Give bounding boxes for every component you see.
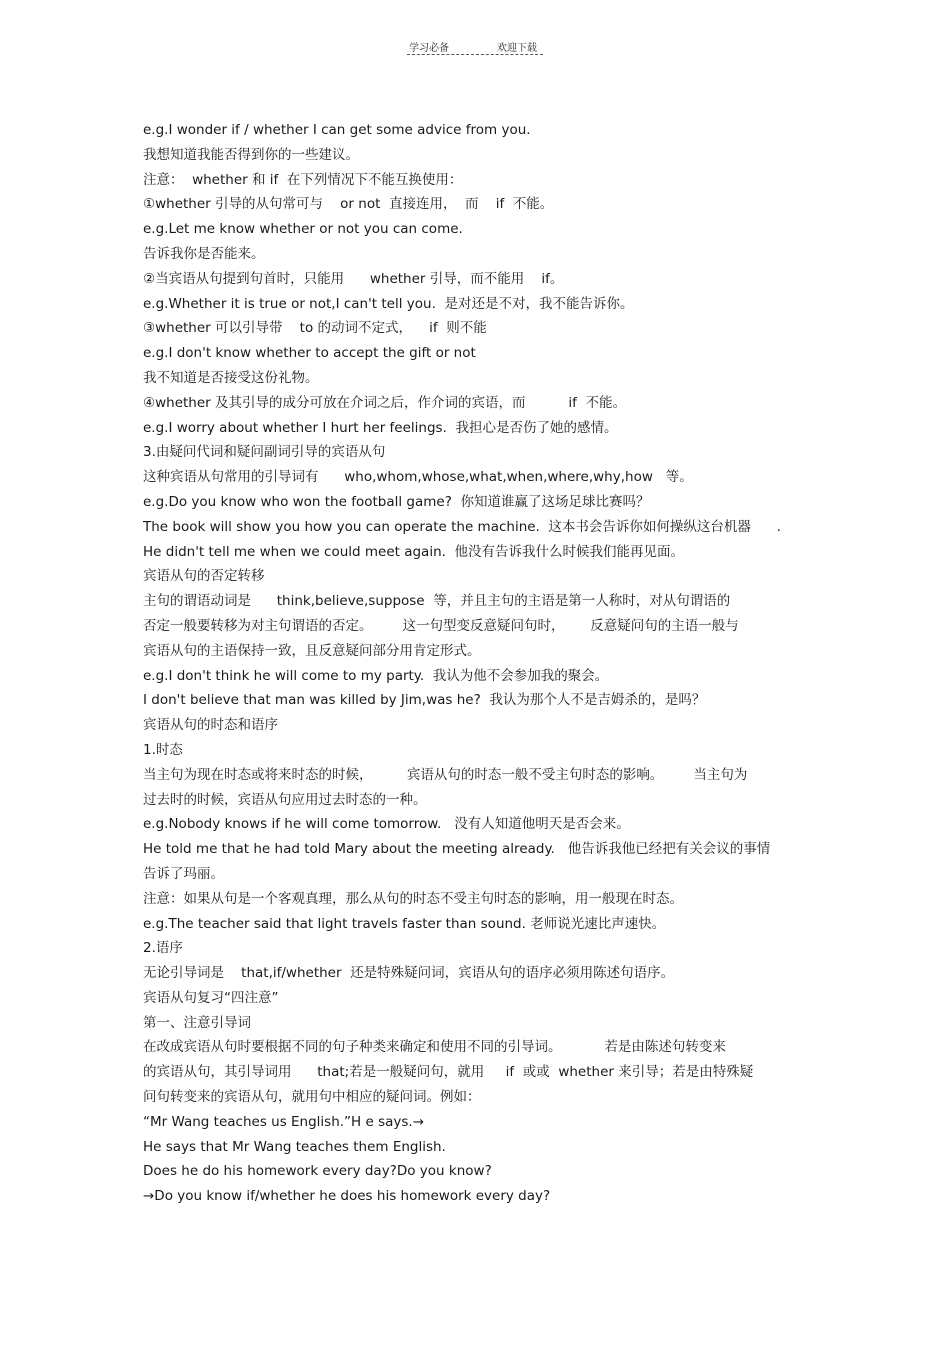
text-line: e.g.I don't think he will come to my party. 我认为他不会参加我的聚会。 [143,667,609,684]
text-line: 无论引导词是 that,if/whether 还是特殊疑问词，宾语从句的语序必须用陈述句语序。 [143,965,675,982]
text-line: He says that Mr Wang teaches them English. [143,1138,446,1155]
text-line: He told me that he had told Mary about the meeting already. 他告诉我他已经把有关会议的事情 [143,841,771,858]
text-line: The book will show you how you can operate the machine. 这本书会告诉你如何操纵这台机器 . [143,518,781,535]
section-heading: 宾语从句的时态和语序 [143,717,278,734]
text-line: ④whether 及其引导的成分可放在介词之后，作介词的宾语，而 if 不能。 [143,394,626,411]
text-line: e.g.I don't know whether to accept the gift or not [143,345,476,362]
text-line: e.g.Do you know who won the football game? 你知道谁赢了这场足球比赛吗？ [143,493,650,510]
text-line: 宾语从句的主语保持一致，且反意疑问部分用肯定形式。 [143,642,481,659]
text-line: 我想知道我能否得到你的一些建议。 [143,146,359,163]
section-heading: 第一、注意引导词 [143,1014,251,1031]
section-heading: 宾语从句复习“四注意” [143,989,279,1006]
text-line: e.g.Let me know whether or not you can come. [143,221,463,238]
section-heading: 2.语序 [143,940,183,957]
section-heading: 1.时态 [143,741,183,758]
text-line: ②当宾语从句提到句首时，只能用 whether 引导，而不能用 if。 [143,270,564,287]
text-line: “Mr Wang teaches us English.”H e says.→ [143,1113,425,1130]
text-line: e.g.Whether it is true or not,I can't tell you. 是对还是不对，我不能告诉你。 [143,295,634,312]
text-line: 的宾语从句，其引导词用 that;若是一般疑问句，就用 if 或或 whether 来引导；若是由特殊疑 [143,1064,754,1081]
text-line: e.g.I worry about whether I hurt her feelings. 我担心是否伤了她的感情。 [143,419,618,436]
text-line: 我不知道是否接受这份礼物。 [143,369,319,386]
text-line: ③whether 可以引导带 to 的动词不定式， if 则不能 [143,320,487,337]
header-divider [407,54,543,55]
page-header [407,39,543,57]
text-line: →Do you know if/whether he does his homework every day? [143,1188,551,1205]
text-line: e.g.The teacher said that light travels faster than sound. 老师说光速比声速快。 [143,915,666,932]
text-line: I don't believe that man was killed by Jim,was he? 我认为那个人不是吉姆杀的，是吗？ [143,692,706,709]
text-line: 主句的谓语动词是 think,believe,suppose 等，并且主句的主语是第一人称时，对从句谓语的 [143,593,731,610]
document-body [143,118,813,1209]
text-line: 否定一般要转移为对主句谓语的否定。 这一句型变反意疑问句时， 反意疑问句的主语一般与 [143,617,739,634]
text-line: 过去时的时候，宾语从句应用过去时态的一种。 [143,791,427,808]
text-line: Does he do his homework every day?Do you know? [143,1163,492,1180]
text-line: 当主句为现在时态或将来时态的时候， 宾语从句的时态一般不受主句时态的影响。 当主句为 [143,766,748,783]
section-heading: 宾语从句的否定转移 [143,568,265,585]
text-line: 这种宾语从句常用的引导词有 who,whom,whose,what,when,where,why,how 等。 [143,469,693,486]
text-line: e.g.I wonder if / whether I can get some advice from you. [143,122,531,138]
text-line: He didn't tell me when we could meet again. 他没有告诉我什么时候我们能再见面。 [143,543,685,560]
text-line: 问句转变来的宾语从句，就用句中相应的疑问词。例如： [143,1089,481,1106]
text-line: ①whether 引导的从句常可与 or not 直接连用， 而 if 不能。 [143,196,554,213]
header-right-text: 欢迎下载 [497,43,537,54]
text-line: e.g.Nobody knows if he will come tomorrow. 没有人知道他明天是否会来。 [143,816,630,833]
text-line: 在改成宾语从句时要根据不同的句子种类来确定和使用不同的引导词。 若是由陈述句转变来 [143,1039,726,1056]
text-line: 注意：如果从句是一个客观真理，那么从句的时态不受主句时态的影响，用一般现在时态。 [143,890,683,907]
text-line: 告诉我你是否能来。 [143,245,265,262]
section-heading: 3.由疑问代词和疑问副词引导的宾语从句 [143,444,386,461]
header-left-text: 学习必备 [409,43,449,54]
text-line: 告诉了玛丽。 [143,865,224,882]
text-line: 注意： whether 和 if 在下列情况下不能互换使用： [143,171,463,188]
